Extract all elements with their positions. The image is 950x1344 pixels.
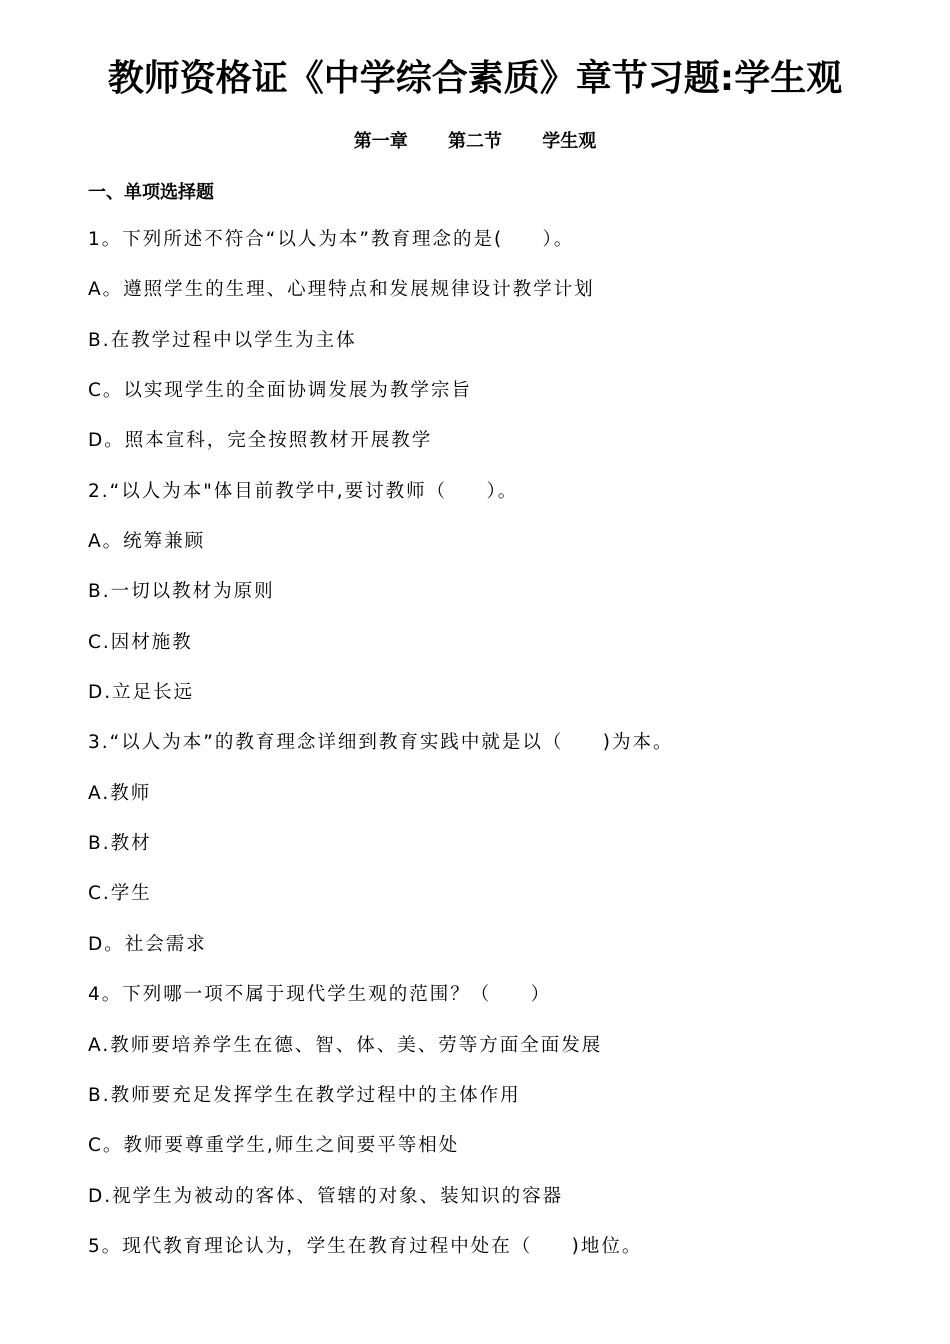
answer-option: B.教材: [88, 833, 152, 855]
answer-option: B.一切以教材为原则: [88, 581, 275, 603]
answer-option: C.学生: [88, 883, 152, 905]
answer-option: B.在教学过程中以学生为主体: [88, 329, 357, 351]
question-stem: 1。下列所述不符合“以人为本”教育理念的是( ）。: [88, 229, 575, 250]
question-list: [88, 226, 888, 1283]
answer-option: D。社会需求: [88, 933, 207, 955]
answer-option: B.教师要充足发挥学生在教学过程中的主体作用: [88, 1084, 521, 1106]
answer-option: D。照本宣科，完全按照教材开展教学: [88, 430, 433, 452]
answer-option: C.因材施教: [88, 631, 193, 653]
document-title: 教师资格证《中学综合素质》章节习题:学生观: [107, 58, 843, 99]
answer-option: A.教师: [88, 782, 152, 804]
section-heading: 一、单项选择题: [88, 182, 214, 203]
answer-option: D.立足长远: [88, 682, 195, 704]
chapter-subtitle: [0, 127, 950, 153]
answer-option: A。统筹兼顾: [88, 531, 206, 553]
answer-option: C。教师要尊重学生,师生之间要平等相处: [88, 1135, 460, 1157]
answer-option: D.视学生为被动的客体、管辖的对象、装知识的容器: [88, 1185, 564, 1207]
question-stem: 3.“以人为本”的教育理念详细到教育实践中就是以（ )为本。: [88, 732, 674, 754]
question-stem: 2.“以人为本"体目前教学中,要讨教师（ ）。: [88, 480, 519, 502]
section-label: 第二节: [448, 131, 502, 152]
answer-option: C。以实现学生的全面协调发展为教学宗旨: [88, 380, 472, 402]
topic-label: 学生观: [542, 131, 597, 152]
answer-option: A.教师要培养学生在德、智、体、美、劳等方面全面发展: [88, 1034, 603, 1056]
answer-option: A。遵照学生的生理、心理特点和发展规律设计教学计划: [88, 279, 595, 301]
question-stem: 4。下列哪一项不属于现代学生观的范围？（ ）: [88, 984, 552, 1006]
question-stem: 5。现代教育理论认为，学生在教育过程中处在（ )地位。: [88, 1235, 643, 1257]
chapter-label: 第一章: [353, 131, 408, 152]
